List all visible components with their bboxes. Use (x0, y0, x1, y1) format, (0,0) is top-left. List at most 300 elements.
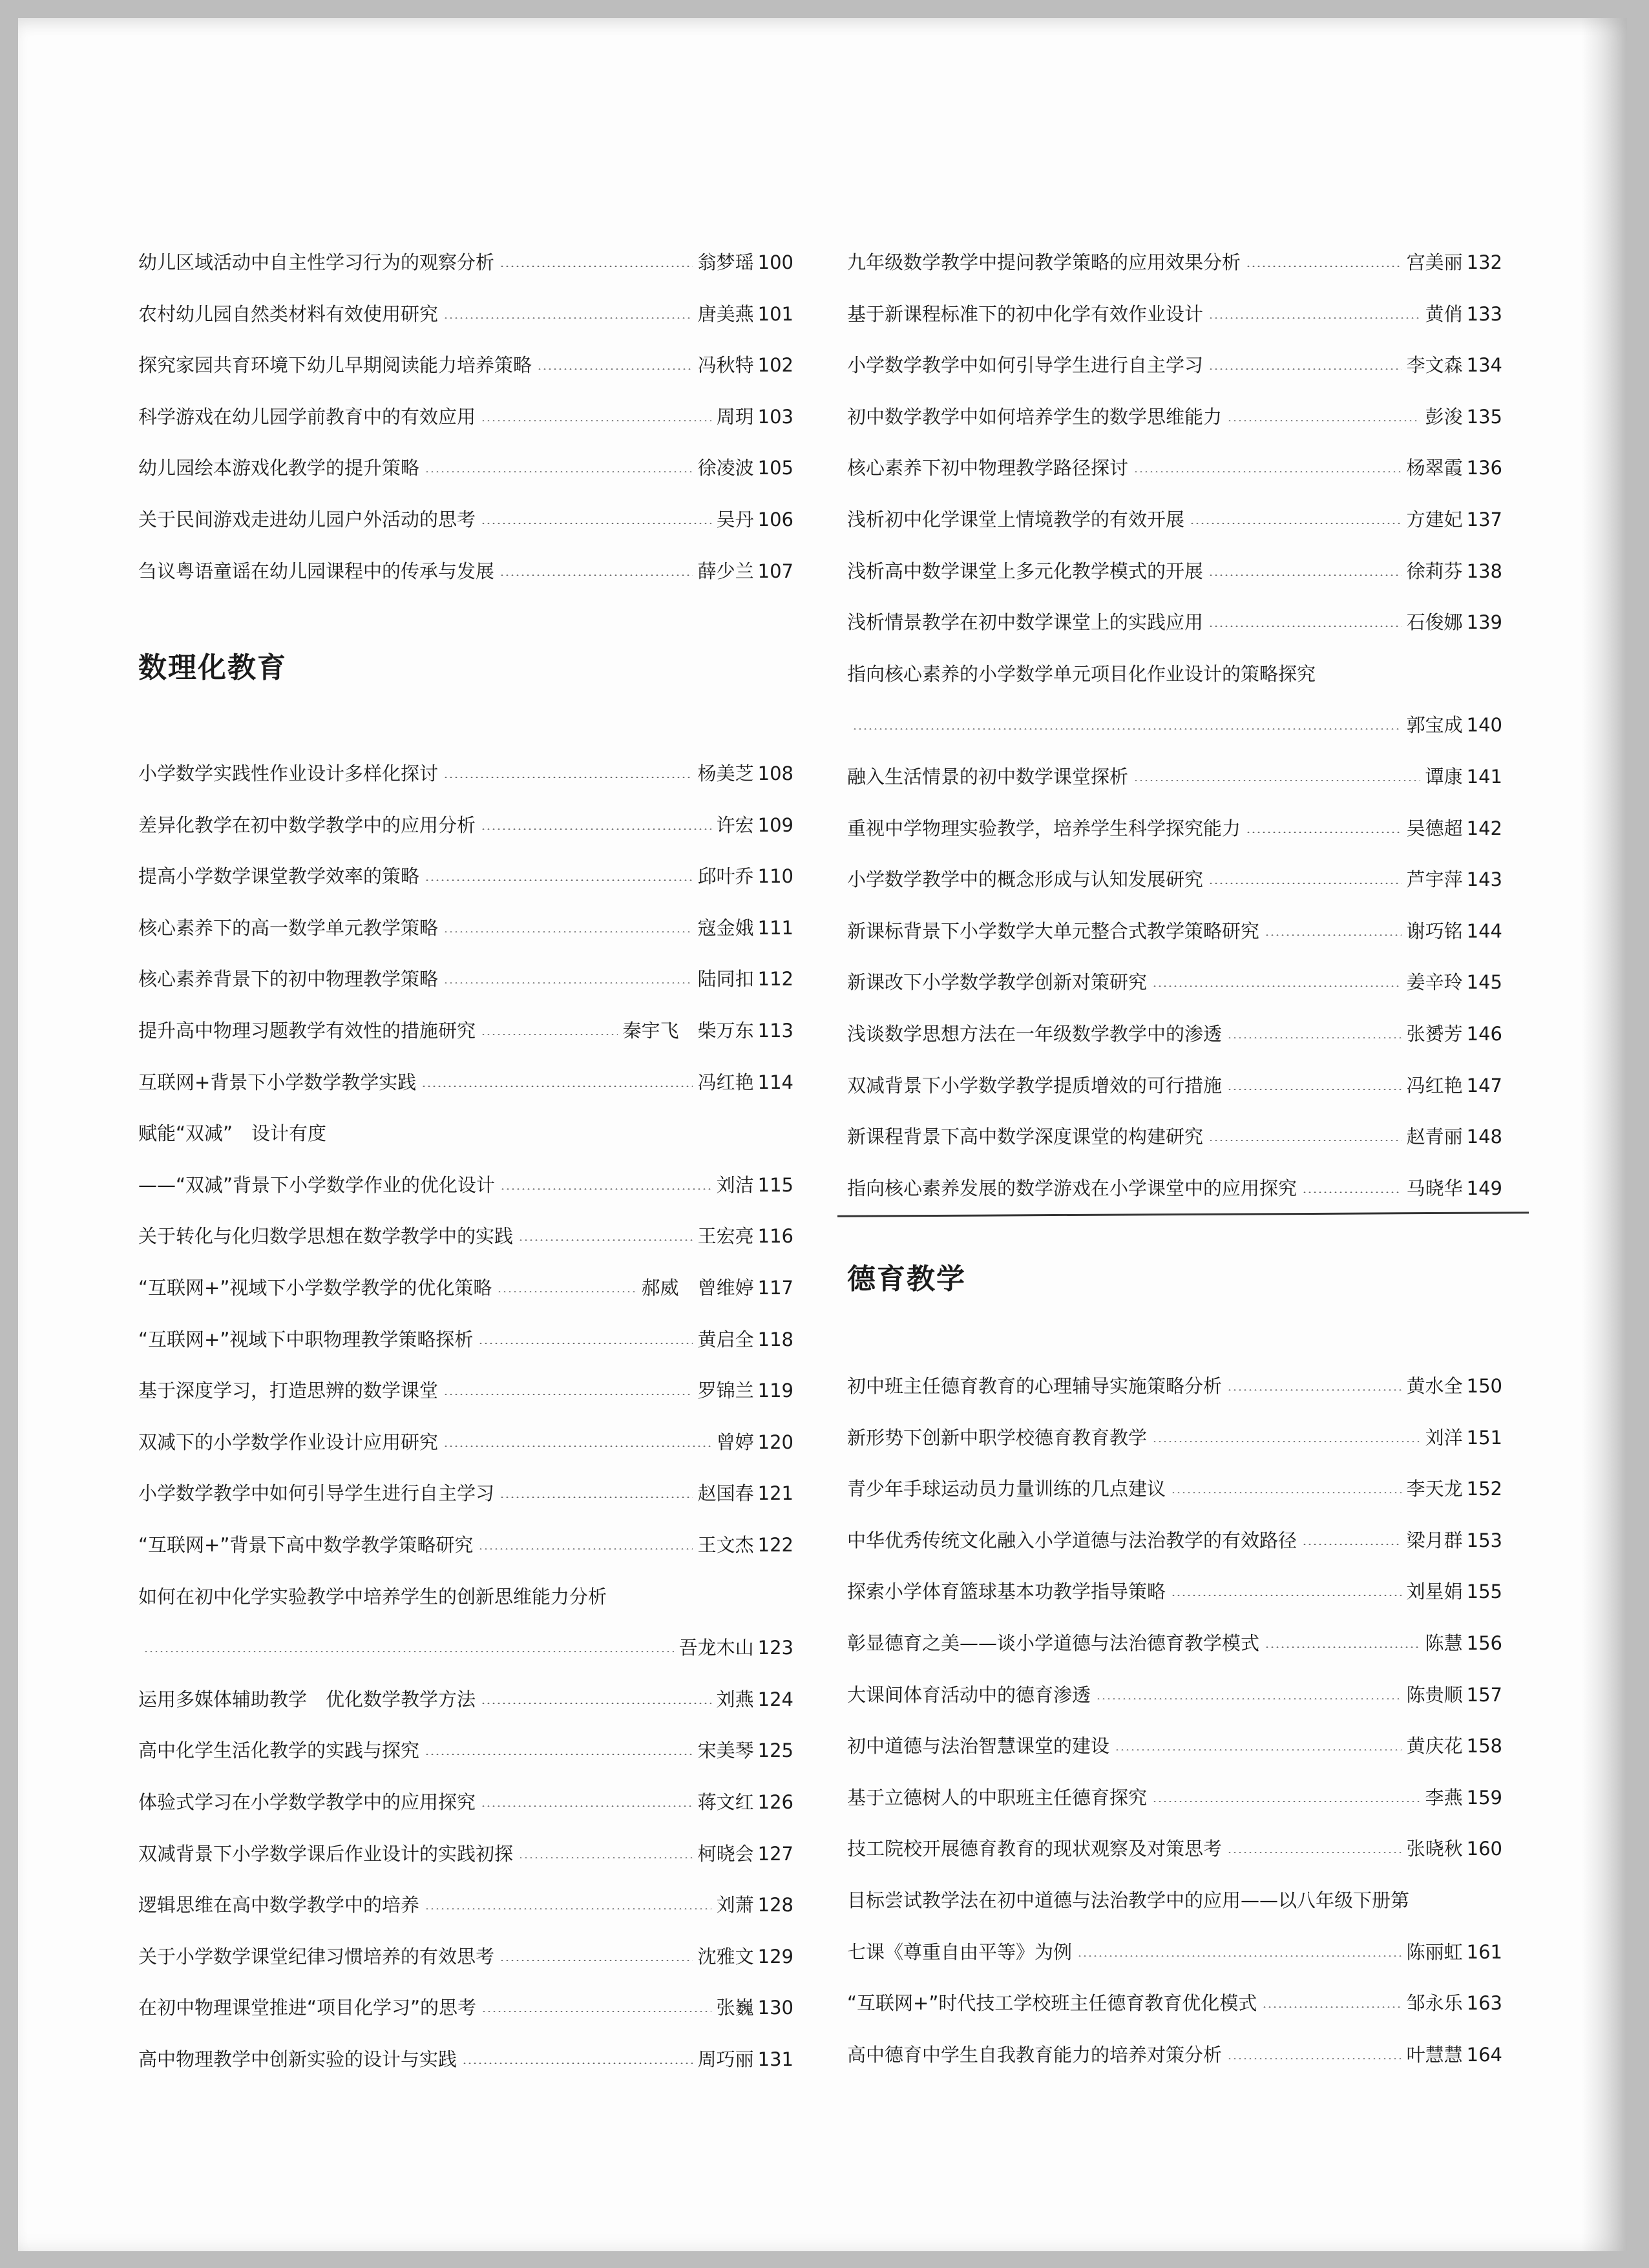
entry-title: 指向核心素养发展的数学游戏在小学课堂中的应用探究 (847, 1177, 1297, 1199)
entry-author: 刘萧 (716, 1894, 754, 1916)
leader-dots (1227, 1389, 1402, 1391)
toc-entry (847, 1984, 1502, 2022)
leader-dots (481, 420, 711, 421)
entry-title: 新课改下小学数学教学创新对策研究 (847, 971, 1148, 994)
leader-dots (478, 1548, 692, 1549)
leader-dots (518, 1239, 693, 1241)
entry-page-number: 138 (1466, 560, 1502, 582)
entry-page-number: 132 (1466, 251, 1502, 273)
entry-page-number: 139 (1466, 611, 1502, 634)
entry-author: 刘洋 (1425, 1426, 1463, 1449)
entry-title: 技工院校开展德育教育的现状观察及对策思考 (847, 1838, 1223, 1860)
entry-title: “互联网+”背景下高中数学教学策略研究 (138, 1534, 474, 1556)
leader-dots (425, 471, 693, 472)
entry-author: 李燕 (1425, 1786, 1463, 1809)
entry-title: 在初中物理课堂推进“项目化学习”的思考 (138, 1997, 477, 2019)
entry-page-number: 134 (1466, 354, 1502, 377)
entry-page-number: 102 (757, 354, 793, 377)
entry-title: 基于深度学习，打造思辨的数学课堂 (138, 1380, 439, 1402)
toc-entry (138, 1474, 793, 1513)
entry-title: 初中数学教学中如何培养学生的数学思维能力 (847, 405, 1223, 428)
toc-entry (847, 860, 1502, 899)
entry-title: 关于民间游戏走进幼儿园户外活动的思考 (138, 509, 476, 530)
leader-dots (1077, 1955, 1402, 1957)
entry-page-number: 157 (1466, 1683, 1502, 1706)
entry-page-number: 126 (757, 1791, 793, 1813)
entry-title: 小学数学教学中如何引导学生进行自主学习 (847, 354, 1204, 377)
toc-entry (847, 500, 1502, 539)
entry-author: 张赟芳 (1406, 1023, 1463, 1045)
leader-dots (481, 1703, 711, 1704)
leader-dots (1208, 317, 1420, 319)
entry-page-number: 116 (757, 1225, 793, 1248)
entry-title: 运用多媒体辅助教学 优化数学教学方法 (138, 1688, 476, 1710)
entry-title: 提升高中物理习题教学有效性的措施研究 (138, 1020, 476, 1042)
entry-author: 张晓秋 (1406, 1838, 1463, 1860)
toc-entry (138, 1731, 793, 1770)
toc-entry (847, 1778, 1502, 1817)
entry-page-number: 146 (1466, 1023, 1502, 1045)
entry-title: 小学数学教学中的概念形成与认知发展研究 (847, 868, 1204, 891)
entry-title-continued: 赋能“双减” 设计有度 (138, 1122, 327, 1145)
toc-entry (138, 857, 793, 896)
leader-dots (481, 523, 711, 524)
entry-title: ——“双减”背景下小学数学作业的优化设计 (138, 1173, 496, 1196)
entry-title: 农村幼儿园自然类材料有效使用研究 (138, 302, 439, 325)
leader-dots (499, 266, 693, 267)
entry-page-number: 128 (757, 1894, 793, 1916)
leader-dots (1208, 1140, 1402, 1141)
toc-entry (138, 1783, 793, 1822)
toc-entry (138, 960, 793, 998)
entry-author: 张巍 (716, 1997, 754, 2019)
entry-title: 高中物理教学中创新实验的设计与实践 (138, 2048, 457, 2070)
toc-entry (138, 1834, 793, 1873)
toc-entry (847, 1014, 1502, 1053)
entry-page-number: 103 (757, 405, 793, 428)
entry-title: 探究家园共育环境下幼儿早期阅读能力培养策略 (138, 354, 532, 377)
toc-entry (138, 346, 793, 384)
leader-dots (425, 1908, 711, 1909)
entry-title: “互联网+”视域下小学数学教学的优化策略 (138, 1277, 492, 1299)
entry-author: 罗锦兰 (697, 1380, 754, 1402)
toc-entry (138, 806, 793, 845)
entry-title: 幼儿园绘本游戏化教学的提升策略 (138, 457, 420, 479)
entry-page-number: 100 (757, 251, 793, 273)
toc-entry (847, 1624, 1502, 1663)
entry-title: 基于立德树人的中职班主任德育探究 (847, 1786, 1148, 1809)
toc-entry (138, 295, 793, 333)
toc-entry (847, 2035, 1502, 2074)
toc-entry (138, 1885, 793, 1924)
entry-title: 浅谈数学思想方法在一年级数学教学中的渗透 (847, 1023, 1223, 1045)
entry-title: 探索小学体育篮球基本功教学指导策略 (847, 1580, 1166, 1603)
leader-dots (852, 728, 1402, 730)
entry-author: 谢巧铭 (1406, 919, 1463, 942)
leader-dots (481, 1034, 618, 1035)
leader-dots (443, 1394, 693, 1395)
entry-author: 秦宇飞 柴万东 (622, 1020, 754, 1042)
entry-page-number: 111 (757, 916, 793, 939)
leader-dots (1152, 1801, 1420, 1802)
entry-page-number: 163 (1466, 1992, 1502, 2015)
entry-page-number: 161 (1466, 1940, 1502, 1963)
entry-author: 许宏 (716, 814, 754, 836)
entry-author: 郝威 曾维婷 (641, 1277, 754, 1299)
toc-entry (847, 706, 1502, 744)
entry-page-number: 110 (757, 865, 793, 888)
entry-author: 马晓华 (1406, 1177, 1463, 1199)
entry-author: 叶慧慧 (1406, 2043, 1463, 2066)
leader-dots (1302, 1544, 1402, 1545)
leader-dots (421, 1086, 692, 1087)
entry-title: 科学游戏在幼儿园学前教育中的有效应用 (138, 405, 476, 428)
entry-title: 新形势下创新中职学校德育教育教学 (847, 1426, 1148, 1449)
entry-page-number: 155 (1466, 1580, 1502, 1603)
entry-page-number: 112 (757, 968, 793, 991)
entry-page-number: 140 (1466, 714, 1502, 737)
entry-page-number: 118 (757, 1328, 793, 1350)
entry-page-number: 123 (757, 1637, 793, 1659)
entry-author: 陆同扣 (697, 968, 754, 991)
entry-page-number: 148 (1466, 1126, 1502, 1148)
entry-author: 黄水全 (1406, 1375, 1463, 1397)
entry-title: 幼儿区域活动中自主性学习行为的观察分析 (138, 251, 495, 273)
entry-title: 高中化学生活化教学的实践与探究 (138, 1739, 420, 1762)
entry-page-number: 101 (757, 302, 793, 325)
entry-title: 中华优秀传统文化融入小学道德与法治教学的有效路径 (847, 1529, 1297, 1551)
entry-title: 互联网+背景下小学数学教学实践 (138, 1071, 417, 1093)
entry-title: 融入生活情景的初中数学课堂探析 (847, 766, 1129, 788)
entry-title: 逻辑思维在高中数学教学中的培养 (138, 1894, 420, 1916)
entry-title: 基于新课程标准下的初中化学有效作业设计 (847, 302, 1204, 325)
entry-page-number: 158 (1466, 1735, 1502, 1758)
entry-author: 杨翠霞 (1406, 457, 1463, 479)
entry-author: 薛少兰 (697, 560, 754, 582)
entry-page-number: 117 (757, 1277, 793, 1299)
entry-page-number: 152 (1466, 1478, 1502, 1500)
toc-entry (847, 243, 1502, 282)
entry-author: 陈丽虹 (1406, 1940, 1463, 1963)
entry-title: 体验式学习在小学数学教学中的应用探究 (138, 1791, 476, 1813)
leader-dots (462, 2063, 693, 2064)
entry-page-number: 107 (757, 560, 793, 582)
entry-title: 小学数学实践性作业设计多样化探讨 (138, 762, 439, 784)
toc-entry (138, 1063, 793, 1102)
entry-page-number: 130 (757, 1997, 793, 2019)
entry-author: 黄启全 (697, 1328, 754, 1350)
entry-title: 七课《尊重自由平等》为例 (847, 1940, 1073, 1963)
entry-title: 浅析初中化学课堂上情境教学的有效开展 (847, 509, 1185, 530)
entry-page-number: 133 (1466, 302, 1502, 325)
leader-dots (1265, 934, 1402, 936)
toc-entry (138, 1423, 793, 1462)
entry-page-number: 114 (757, 1071, 793, 1093)
entry-page-number: 109 (757, 814, 793, 836)
entry-title: 核心素养背景下的初中物理教学策略 (138, 968, 439, 991)
entry-page-number: 147 (1466, 1074, 1502, 1097)
entry-author: 李文森 (1406, 354, 1463, 377)
entry-page-number: 149 (1466, 1177, 1502, 1199)
toc-entry (847, 1829, 1502, 1868)
section-heading: 数理化教育 (138, 651, 287, 684)
toc-entry (847, 1117, 1502, 1156)
entry-page-number: 125 (757, 1739, 793, 1762)
entry-author: 郭宝成 (1406, 714, 1463, 737)
toc-entry (847, 295, 1502, 333)
entry-page-number: 156 (1466, 1632, 1502, 1654)
entry-title: 浅析情景教学在初中数学课堂上的实践应用 (847, 611, 1204, 634)
leader-dots (1227, 420, 1420, 421)
toc-entry (138, 908, 793, 947)
entry-author: 柯晓会 (697, 1842, 754, 1865)
leader-dots (443, 982, 693, 983)
leader-dots (1133, 471, 1402, 472)
entry-page-number: 141 (1466, 766, 1502, 788)
entry-page-number: 119 (757, 1380, 793, 1402)
toc-entry (138, 1680, 793, 1719)
entry-author: 周巧丽 (697, 2048, 754, 2070)
entry-author: 吴德超 (1406, 817, 1463, 839)
leader-dots (478, 1343, 692, 1344)
entry-title: 刍议粤语童谣在幼儿园课程中的传承与发展 (138, 560, 495, 582)
entry-author: 谭康 (1425, 766, 1463, 788)
entry-author: 黄俏 (1425, 302, 1463, 325)
leader-dots (443, 777, 693, 778)
leader-dots (1246, 832, 1402, 833)
entry-page-number: 124 (757, 1688, 793, 1710)
entry-title: 九年级数学教学中提问教学策略的应用效果分析 (847, 251, 1241, 273)
toc-entry (847, 963, 1502, 1002)
toc-entry (847, 1933, 1502, 1971)
toc-entry (138, 1217, 793, 1255)
entry-page-number: 159 (1466, 1786, 1502, 1809)
leader-dots (143, 1651, 674, 1652)
page-edge-shadow (1582, 18, 1627, 2251)
entry-title: 差异化教学在初中数学教学中的应用分析 (138, 814, 476, 836)
entry-page-number: 137 (1466, 509, 1502, 530)
toc-entry (847, 1469, 1502, 1508)
leader-dots (537, 368, 693, 370)
toc-entry (847, 1521, 1502, 1560)
entry-title: 核心素养下的高一数学单元教学策略 (138, 916, 439, 939)
toc-entry (138, 500, 793, 539)
toc-entry (138, 1166, 793, 1204)
entry-page-number: 106 (757, 509, 793, 530)
toc-entry (847, 809, 1502, 848)
entry-title: 初中班主任德育教育的心理辅导实施策略分析 (847, 1375, 1223, 1397)
entry-author: 赵国春 (697, 1482, 754, 1505)
entry-author: 陈贵顺 (1406, 1683, 1463, 1706)
entry-author: 邱叶乔 (697, 865, 754, 888)
leader-dots (1302, 1192, 1402, 1193)
section-heading: 德育教学 (847, 1263, 966, 1296)
leader-dots (443, 1445, 711, 1447)
toc-entry (847, 912, 1502, 950)
entry-author: 杨美芝 (697, 762, 754, 784)
leader-dots (425, 879, 693, 881)
entry-title: 核心素养下初中物理教学路径探讨 (847, 457, 1129, 479)
leader-dots (1227, 2058, 1402, 2059)
leader-dots (499, 1960, 693, 1961)
entry-author: 李天龙 (1406, 1478, 1463, 1500)
entry-author: 冯红艳 (1406, 1074, 1463, 1097)
entry-page-number: 120 (757, 1431, 793, 1453)
entry-page-number: 122 (757, 1534, 793, 1556)
entry-author: 王宏亮 (697, 1225, 754, 1248)
entry-page-number: 136 (1466, 457, 1502, 479)
leader-dots (1208, 883, 1402, 884)
toc-entry (847, 1727, 1502, 1765)
entry-page-number: 151 (1466, 1426, 1502, 1449)
toc-entry (847, 1367, 1502, 1405)
toc-entry (847, 603, 1502, 642)
leader-dots (1152, 1441, 1420, 1442)
entry-title: 浅析高中数学课堂上多元化教学模式的开展 (847, 560, 1204, 582)
toc-entry (847, 346, 1502, 384)
entry-author: 沈雅文 (697, 1945, 754, 1968)
entry-author: 周玥 (716, 405, 754, 428)
entry-page-number: 127 (757, 1842, 793, 1865)
entry-page-number: 113 (757, 1020, 793, 1042)
entry-title: “互联网+”视域下中职物理教学策略探析 (138, 1328, 474, 1350)
leader-dots (1246, 266, 1402, 267)
entry-author: 吾龙木山 (678, 1637, 754, 1659)
entry-author: 吴丹 (716, 509, 754, 530)
entry-author: 王文杰 (697, 1534, 754, 1556)
leader-dots (518, 1857, 693, 1858)
entry-author: 刘星娟 (1406, 1580, 1463, 1603)
entry-title: 高中德育中学生自我教育能力的培养对策分析 (847, 2043, 1223, 2066)
toc-entry (138, 1937, 793, 1976)
entry-page-number: 143 (1466, 868, 1502, 891)
toc-entry (138, 1526, 793, 1564)
leader-dots (1227, 1037, 1402, 1038)
entry-author: 芦宇萍 (1406, 868, 1463, 891)
leader-dots (499, 574, 693, 576)
leader-dots (1133, 780, 1420, 781)
entry-page-number: 129 (757, 1945, 793, 1968)
leader-dots (1115, 1749, 1402, 1750)
entry-page-number: 108 (757, 762, 793, 784)
entry-page-number: 115 (757, 1173, 793, 1196)
entry-title: 新课标背景下小学数学大单元整合式教学策略研究 (847, 919, 1260, 942)
entry-title: 双减下的小学数学作业设计应用研究 (138, 1431, 439, 1453)
toc-entry (138, 1320, 793, 1359)
entry-page-number: 153 (1466, 1529, 1502, 1551)
entry-page-number: 142 (1466, 817, 1502, 839)
toc-entry (138, 1988, 793, 2027)
entry-title-continued: 如何在初中化学实验教学中培养学生的创新思维能力分析 (138, 1585, 607, 1608)
leader-dots (1171, 1595, 1402, 1596)
entry-author: 曾婷 (716, 1431, 754, 1453)
leader-dots (1171, 1492, 1402, 1493)
entry-title: 新课程背景下高中数学深度课堂的构建研究 (847, 1126, 1204, 1148)
toc-entry (847, 1066, 1502, 1105)
leader-dots (443, 931, 693, 932)
leader-dots (1208, 625, 1402, 627)
entry-author: 冯红艳 (697, 1071, 754, 1093)
entry-author: 方建妃 (1406, 509, 1463, 530)
entry-title: 重视中学物理实验教学，培养学生科学探究能力 (847, 817, 1241, 839)
leader-dots (1227, 1089, 1402, 1090)
leader-dots (1262, 2006, 1401, 2008)
entry-page-number: 144 (1466, 919, 1502, 942)
entry-title: 双减背景下小学数学教学提质增效的可行措施 (847, 1074, 1223, 1097)
entry-author: 赵青丽 (1406, 1126, 1463, 1148)
leader-dots (499, 1496, 693, 1498)
entry-author: 徐莉芬 (1406, 560, 1463, 582)
toc-entry (847, 448, 1502, 487)
toc-entry (138, 448, 793, 487)
entry-author: 邹永乐 (1406, 1992, 1463, 2015)
entry-author: 陈慧 (1425, 1632, 1463, 1654)
leader-dots (425, 1754, 693, 1755)
leader-dots (500, 1188, 711, 1190)
leader-dots (1152, 985, 1402, 987)
toc-entry (138, 397, 793, 436)
leader-dots (1096, 1698, 1402, 1699)
toc-entry (847, 757, 1502, 796)
entry-author: 刘燕 (716, 1688, 754, 1710)
toc-entry (847, 1675, 1502, 1714)
entry-author: 寇金娥 (697, 916, 754, 939)
leader-dots (497, 1291, 636, 1292)
entry-page-number: 150 (1466, 1375, 1502, 1397)
leader-dots (443, 317, 693, 319)
toc-entry (138, 1268, 793, 1307)
entry-title: 彰显德育之美——谈小学道德与法治德育教学模式 (847, 1632, 1260, 1654)
entry-page-number: 121 (757, 1482, 793, 1505)
entry-page-number: 160 (1466, 1838, 1502, 1860)
entry-page-number: 164 (1466, 2043, 1502, 2066)
toc-entry (847, 397, 1502, 436)
toc-entry (138, 1011, 793, 1050)
entry-title: 关于小学数学课堂纪律习惯培养的有效思考 (138, 1945, 495, 1968)
entry-title: 大课间体育活动中的德育渗透 (847, 1683, 1091, 1706)
entry-author: 石俊娜 (1406, 611, 1463, 634)
entry-page-number: 145 (1466, 971, 1502, 994)
entry-title: 青少年手球运动员力量训练的几点建议 (847, 1478, 1166, 1500)
entry-title: 关于转化与化归数学思想在数学教学中的实践 (138, 1225, 514, 1248)
toc-entry (138, 243, 793, 282)
entry-author: 蒋文红 (697, 1791, 754, 1813)
entry-title: 初中道德与法治智慧课堂的建设 (847, 1735, 1110, 1758)
toc-entry (138, 1628, 793, 1667)
toc-entry (138, 1371, 793, 1410)
entry-author: 宫美丽 (1406, 251, 1463, 273)
leader-dots (1265, 1646, 1420, 1648)
leader-dots (481, 1805, 693, 1807)
leader-dots (1208, 368, 1402, 370)
toc-entry (847, 1572, 1502, 1611)
toc-entry (138, 754, 793, 793)
entry-author: 黄庆花 (1406, 1735, 1463, 1758)
entry-author: 宋美琴 (697, 1739, 754, 1762)
toc-entry (847, 1418, 1502, 1457)
leader-dots (1208, 574, 1402, 576)
entry-author: 徐凌波 (697, 457, 754, 479)
entry-title: 双减背景下小学数学课后作业设计的实践初探 (138, 1842, 514, 1865)
toc-entry (138, 2040, 793, 2079)
entry-title: “互联网+”时代技工学校班主任德育教育优化模式 (847, 1992, 1257, 2015)
entry-author: 翁梦瑶 (697, 251, 754, 273)
leader-dots (1227, 1852, 1402, 1853)
entry-page-number: 131 (757, 2048, 793, 2070)
entry-author: 姜辛玲 (1406, 971, 1463, 994)
entry-title: 小学数学教学中如何引导学生进行自主学习 (138, 1482, 495, 1505)
entry-author: 彭浚 (1425, 405, 1463, 428)
